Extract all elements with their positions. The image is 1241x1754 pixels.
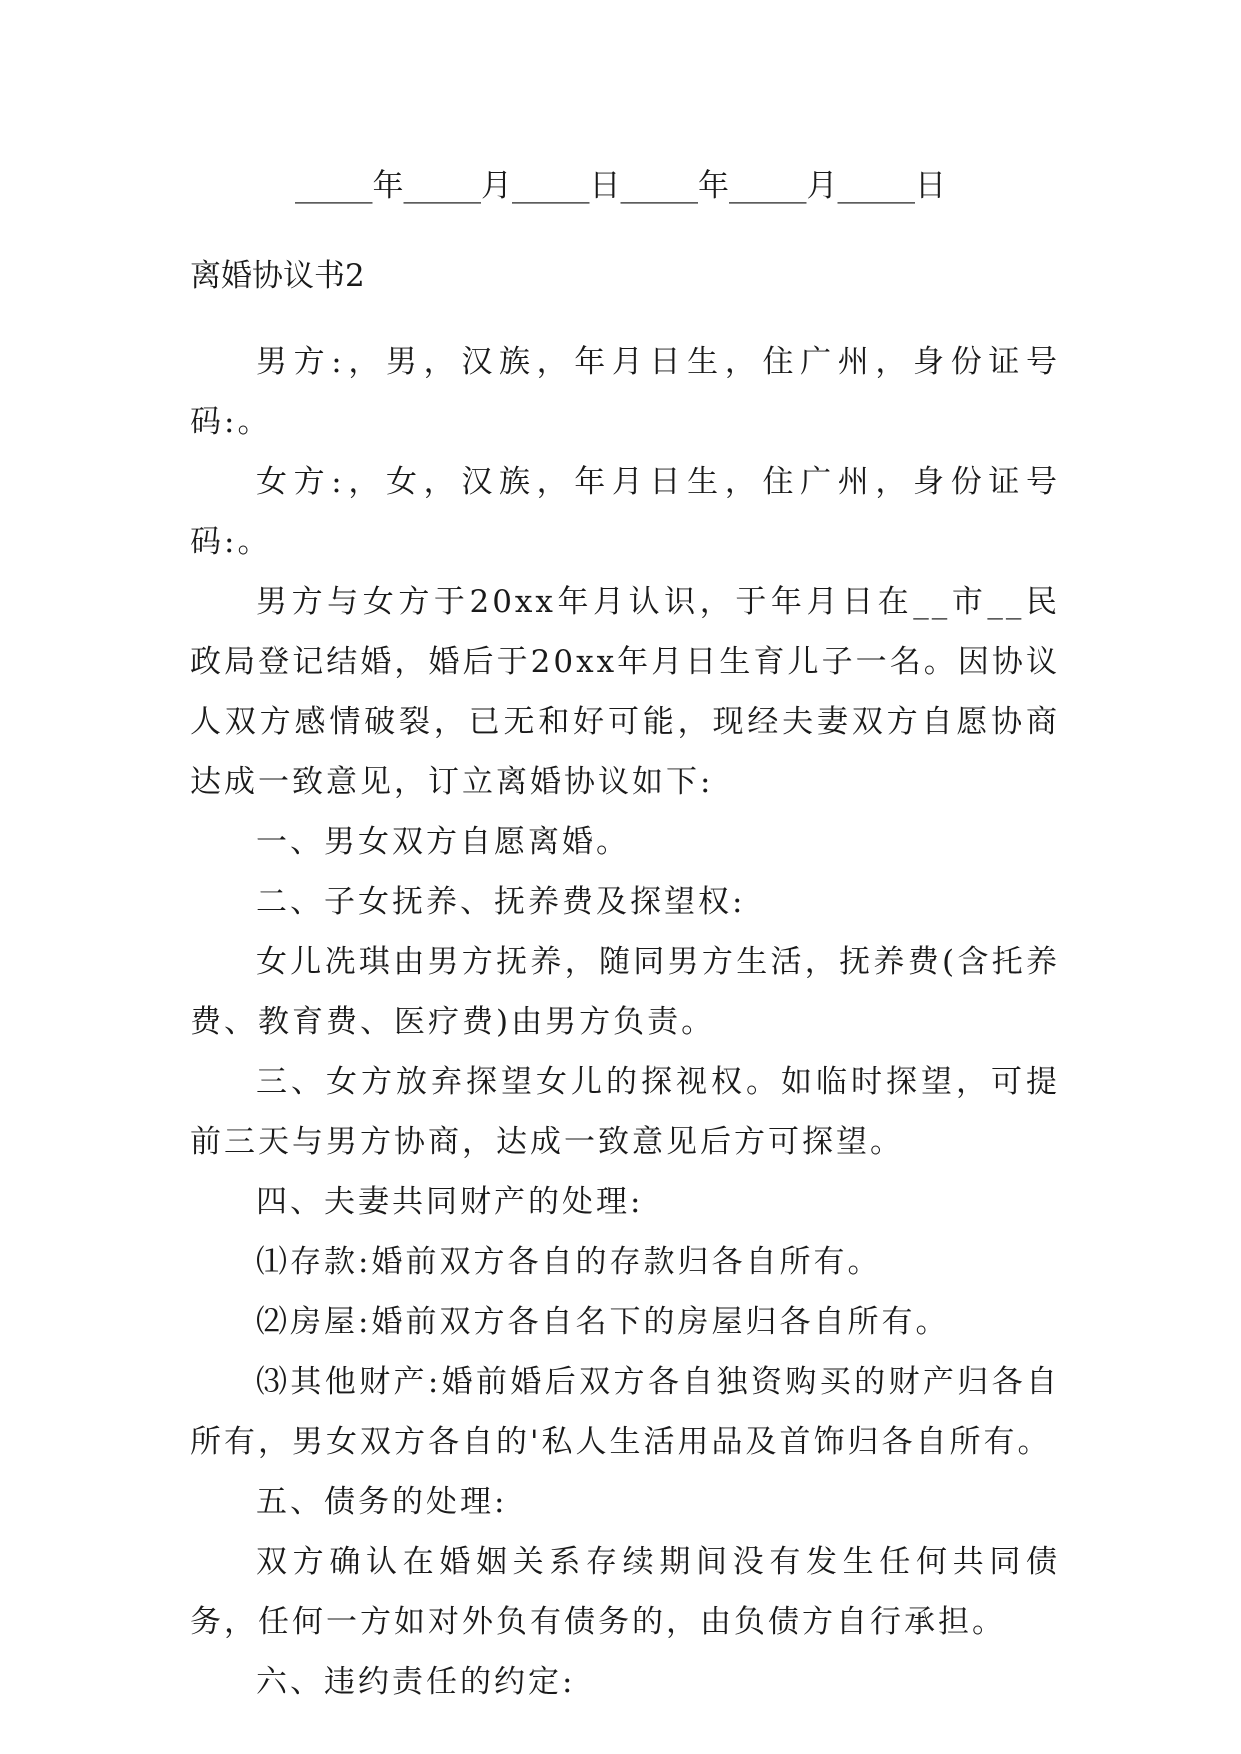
paragraph-clause-5-heading: 五、债务的处理: [256, 1484, 508, 1520]
paragraph-child-custody: 女儿冼琪由男方抚养，随同男方生活，抚养费(含托养费、教育费、医疗费)由男方负责。 [190, 944, 1060, 1040]
document-title: 离婚协议书2 [190, 258, 365, 294]
paragraph-other-property: ⑶其他财产:婚前婚后双方各自独资购买的财产归各自所有，男女双方各自的'私人生活用品及首饰归各自所有。 [190, 1364, 1060, 1460]
paragraph-housing: ⑵房屋:婚前双方各自名下的房屋归各自所有。 [256, 1304, 950, 1340]
paragraph-debts: 双方确认在婚姻关系存续期间没有发生任何共同债务，任何一方如对外负有债务的，由负债方自行承担。 [190, 1544, 1060, 1640]
paragraph-clause-6-heading: 六、违约责任的约定: [256, 1664, 576, 1700]
date-line: _____年_____月_____日_____年_____月_____日 [295, 168, 946, 204]
paragraph-male-party: 男方:，男，汉族，年月日生，住广州，身份证号码:。 [190, 344, 1060, 440]
paragraph-female-party: 女方:，女，汉族，年月日生，住广州，身份证号码:。 [190, 464, 1060, 560]
paragraph-clause-2-heading: 二、子女抚养、抚养费及探望权: [256, 884, 746, 920]
paragraph-background: 男方与女方于20xx年月认识，于年月日在__市__民政局登记结婚，婚后于20xx年月日生育儿子一名。因协议人双方感情破裂，已无和好可能，现经夫妻双方自愿协商达成一致意见，订立离婚协议如下: [190, 584, 1060, 800]
paragraph-clause-4-heading: 四、夫妻共同财产的处理: [256, 1184, 644, 1220]
paragraph-savings: ⑴存款:婚前双方各自的存款归各自所有。 [256, 1244, 882, 1280]
paragraph-clause-3: 三、女方放弃探望女儿的探视权。如临时探望，可提前三天与男方协商，达成一致意见后方可探望。 [190, 1064, 1060, 1160]
paragraph-clause-1: 一、男女双方自愿离婚。 [256, 824, 630, 860]
document-body [190, 332, 1060, 1712]
